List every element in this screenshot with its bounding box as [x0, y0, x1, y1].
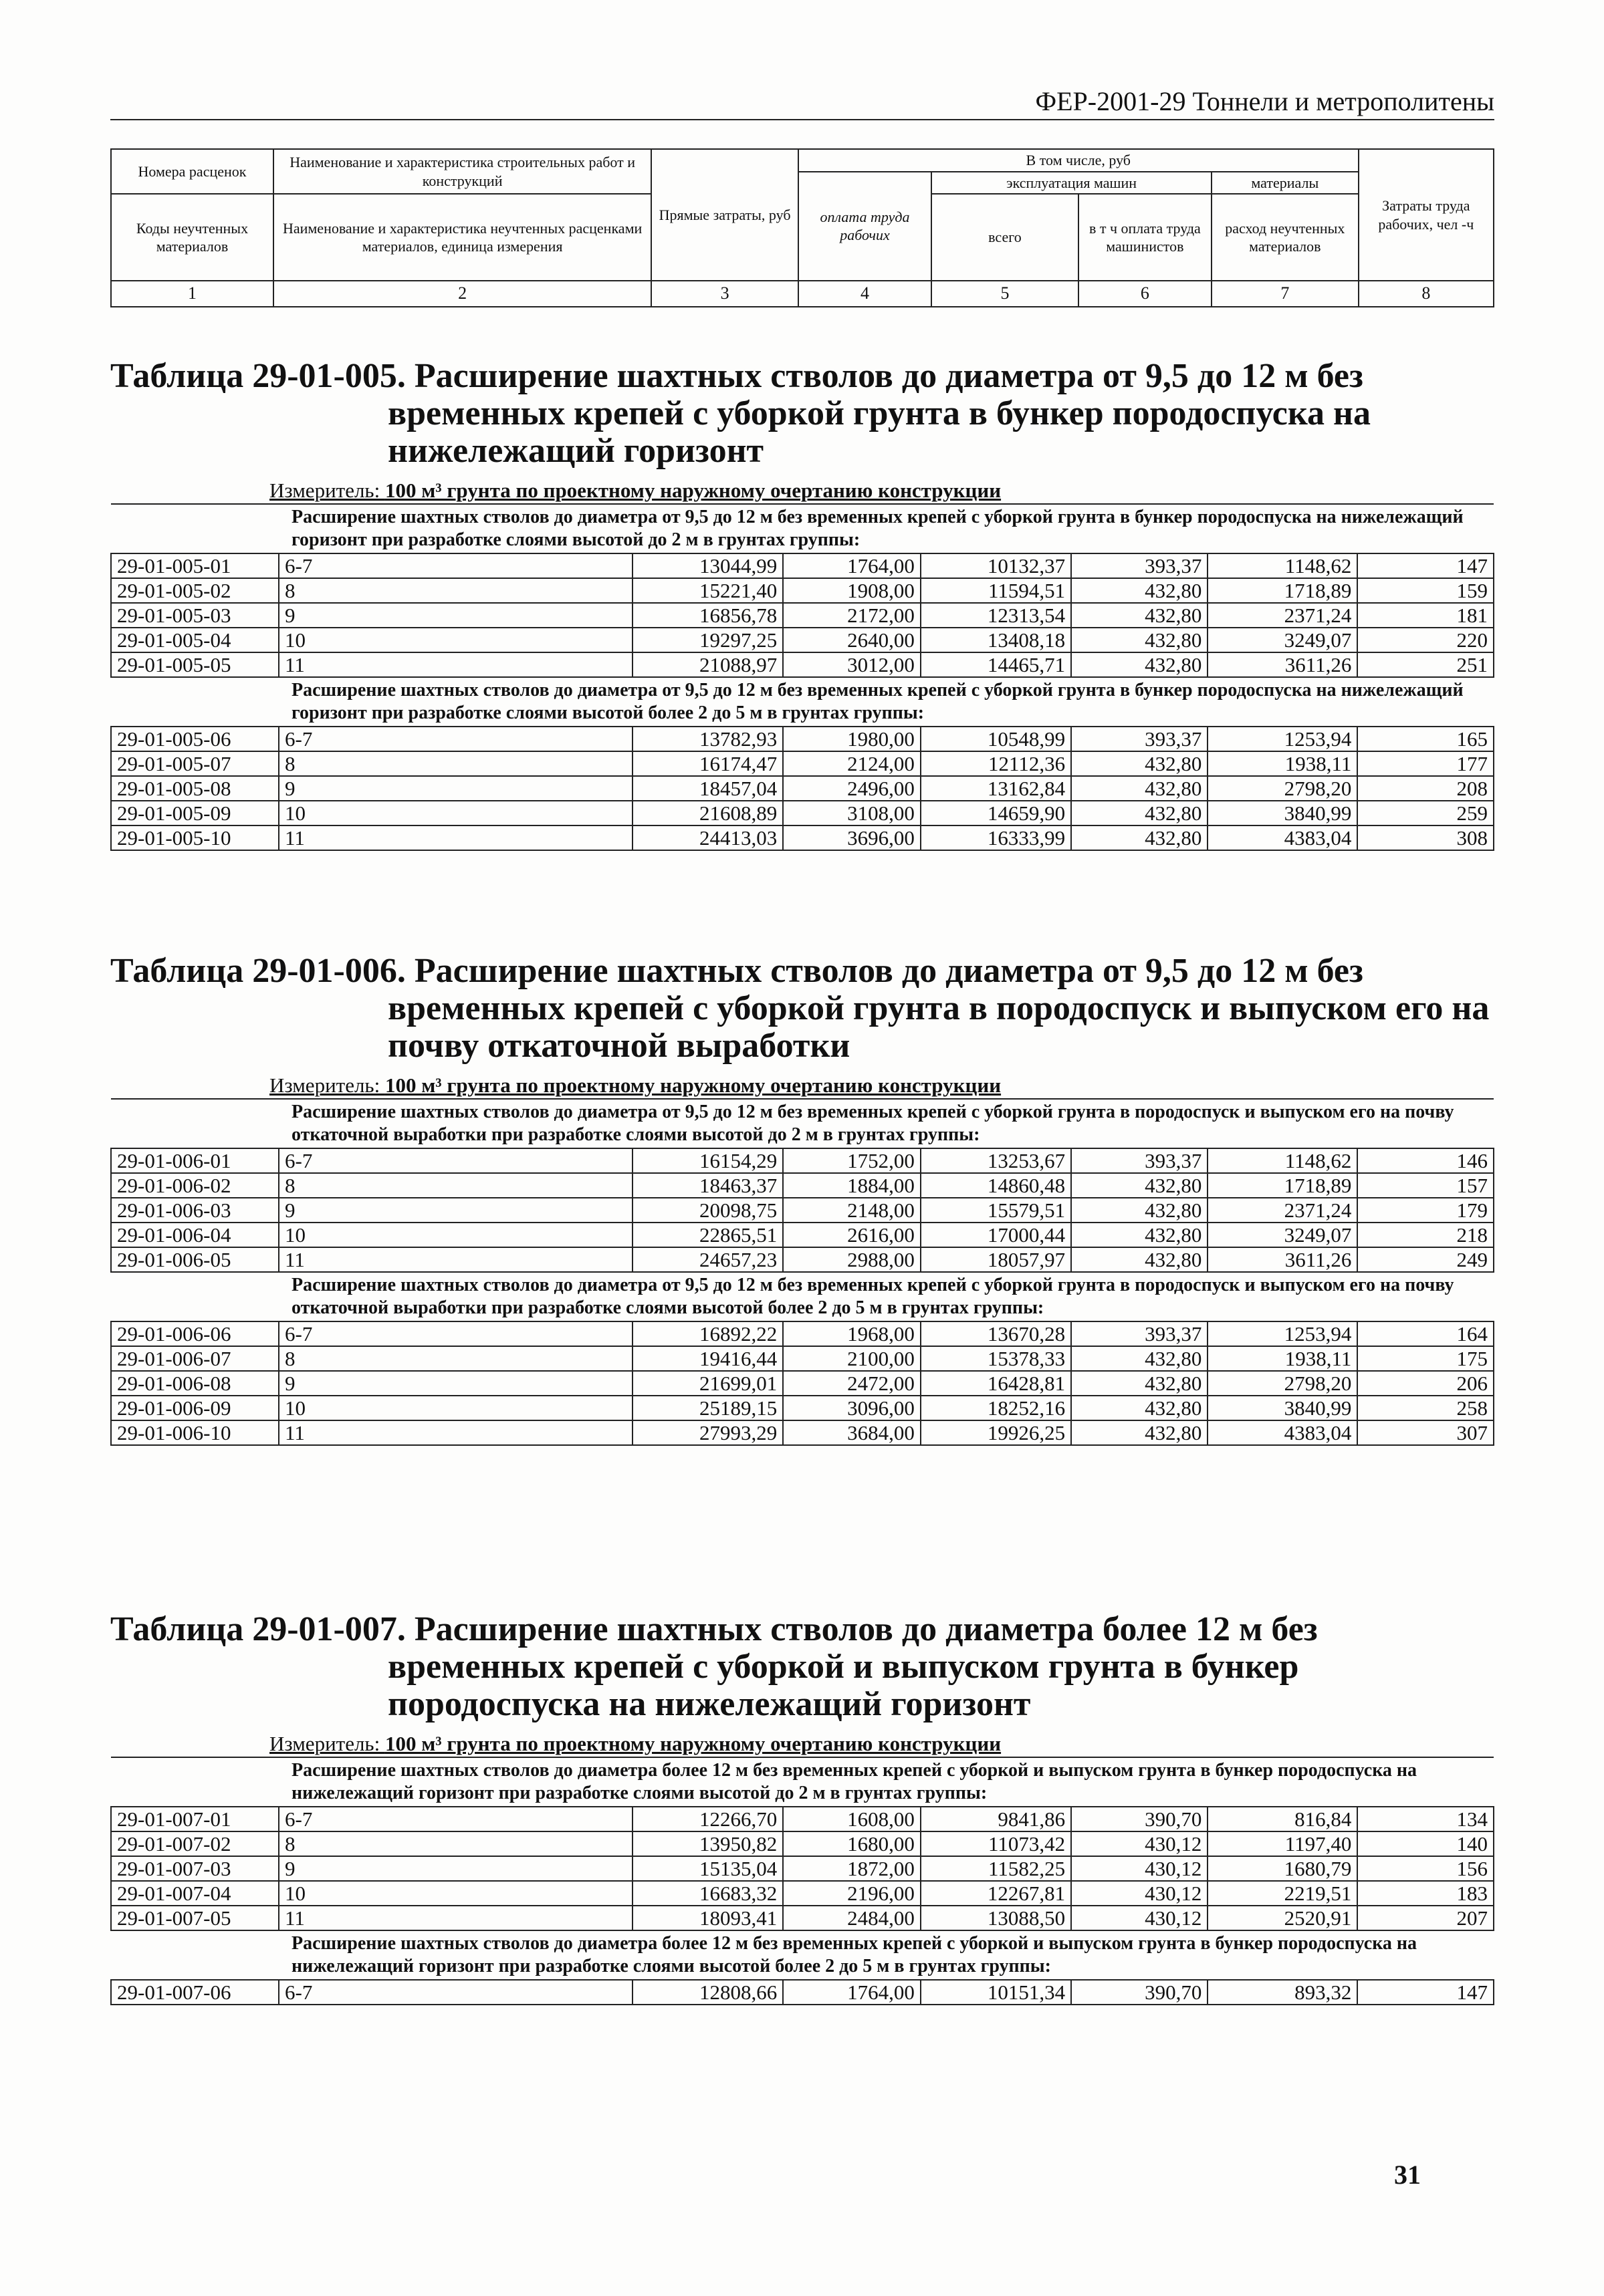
machinists-pay-cell: 430,12 [1071, 1881, 1208, 1906]
materials-cell: 2371,24 [1208, 603, 1357, 628]
group-row [111, 504, 1494, 553]
labor-pay-cell: 2100,00 [783, 1346, 921, 1371]
labor-hours-cell: 206 [1357, 1371, 1494, 1396]
machinists-pay-cell: 393,37 [1071, 553, 1208, 578]
table-row [111, 1346, 1494, 1371]
table-row [111, 578, 1494, 603]
soil-group-cell: 11 [279, 652, 633, 677]
labor-hours-cell: 258 [1357, 1396, 1494, 1420]
labor-hours-cell: 147 [1357, 1980, 1494, 2005]
machines-total-cell: 11582,25 [921, 1856, 1071, 1881]
materials-cell: 1718,89 [1208, 578, 1357, 603]
table-row [111, 825, 1494, 850]
header-total: всего [931, 194, 1078, 281]
labor-pay-cell: 3012,00 [783, 652, 921, 677]
direct-costs-cell: 21608,89 [633, 801, 783, 825]
rate-code-cell: 29-01-006-02 [111, 1173, 279, 1198]
soil-group-cell: 9 [279, 1198, 633, 1223]
group-row [111, 1930, 1494, 1980]
machines-total-cell: 11594,51 [921, 578, 1071, 603]
labor-hours-cell: 307 [1357, 1420, 1494, 1445]
labor-hours-cell: 207 [1357, 1906, 1494, 1930]
direct-costs-cell: 19297,25 [633, 628, 783, 652]
direct-costs-cell: 13782,93 [633, 727, 783, 751]
table-section-005 [110, 358, 1494, 851]
machines-total-cell: 16428,81 [921, 1371, 1071, 1396]
machines-total-cell: 18057,97 [921, 1247, 1071, 1272]
labor-pay-cell: 2172,00 [783, 603, 921, 628]
materials-cell: 1148,62 [1208, 1148, 1357, 1173]
soil-group-cell: 10 [279, 1881, 633, 1906]
column-number: 6 [1078, 281, 1212, 307]
labor-hours-cell: 259 [1357, 801, 1494, 825]
table-row [111, 1906, 1494, 1930]
table-row [111, 1321, 1494, 1346]
labor-hours-cell: 308 [1357, 825, 1494, 850]
table-row [111, 1198, 1494, 1223]
rate-code-cell: 29-01-005-02 [111, 578, 279, 603]
rate-code-cell: 29-01-006-04 [111, 1223, 279, 1247]
soil-group-cell: 10 [279, 1223, 633, 1247]
group-title: Расширение шахтных стволов до диаметра от 9,5 до 12 м без временных крепей с уборкой грунта в бункер породоспуска на нижележащий горизонт при разработке слоями высотой более 2 до 5 м в грунтах группы: [111, 677, 1494, 727]
machinists-pay-cell: 432,80 [1071, 603, 1208, 628]
labor-pay-cell: 1764,00 [783, 553, 921, 578]
labor-hours-cell: 181 [1357, 603, 1494, 628]
labor-hours-cell: 140 [1357, 1831, 1494, 1856]
rate-code-cell: 29-01-007-02 [111, 1831, 279, 1856]
soil-group-cell: 10 [279, 628, 633, 652]
table-row [111, 1247, 1494, 1272]
header-labor: Затраты труда рабочих, чел -ч [1359, 149, 1494, 281]
labor-pay-cell: 2196,00 [783, 1881, 921, 1906]
measure-line [269, 478, 1494, 503]
soil-group-cell: 6-7 [279, 1321, 633, 1346]
materials-cell: 2798,20 [1208, 776, 1357, 801]
rate-code-cell: 29-01-005-10 [111, 825, 279, 850]
soil-group-cell: 8 [279, 751, 633, 776]
labor-hours-cell: 157 [1357, 1173, 1494, 1198]
machines-total-cell: 12313,54 [921, 603, 1071, 628]
machinists-pay-cell: 432,80 [1071, 801, 1208, 825]
rate-code-cell: 29-01-005-01 [111, 553, 279, 578]
table-row [111, 727, 1494, 751]
materials-cell: 3840,99 [1208, 1396, 1357, 1420]
labor-hours-cell: 179 [1357, 1198, 1494, 1223]
direct-costs-cell: 18457,04 [633, 776, 783, 801]
labor-pay-cell: 1764,00 [783, 1980, 921, 2005]
materials-cell: 2798,20 [1208, 1371, 1357, 1396]
materials-cell: 893,32 [1208, 1980, 1357, 2005]
group-title: Расширение шахтных стволов до диаметра от 9,5 до 12 м без временных крепей с уборкой грунта в бункер породоспуска на нижележащий горизонт при разработке слоями высотой до 2 м в грунтах группы: [111, 504, 1494, 553]
group-title: Расширение шахтных стволов до диаметра более 12 м без временных крепей с уборкой и выпуском грунта в бункер породоспуска на нижележащий горизонт при разработке слоями высотой более 2 до 5 м в грунтах группы: [111, 1930, 1494, 1980]
group-title: Расширение шахтных стволов до диаметра от 9,5 до 12 м без временных крепей с уборкой грунта в породоспуск и выпуском его на почву откаточной выработки при разработке слоями высотой более 2 до 5 м в грунтах группы: [111, 1272, 1494, 1321]
rate-code-cell: 29-01-005-06 [111, 727, 279, 751]
header-name-top: Наименование и характеристика строительных работ и конструкций [273, 149, 651, 194]
table-row [111, 603, 1494, 628]
labor-hours-cell: 177 [1357, 751, 1494, 776]
rate-code-cell: 29-01-006-08 [111, 1371, 279, 1396]
table-row [111, 652, 1494, 677]
machines-total-cell: 11073,42 [921, 1831, 1071, 1856]
rate-code-cell: 29-01-006-01 [111, 1148, 279, 1173]
labor-pay-cell: 1908,00 [783, 578, 921, 603]
labor-hours-cell: 218 [1357, 1223, 1494, 1247]
measure-prefix: Измеритель: [269, 479, 385, 502]
rate-code-cell: 29-01-006-06 [111, 1321, 279, 1346]
machinists-pay-cell: 432,80 [1071, 1420, 1208, 1445]
machinists-pay-cell: 390,70 [1071, 1980, 1208, 2005]
rates-table [110, 1098, 1494, 1446]
rate-code-cell: 29-01-006-09 [111, 1396, 279, 1420]
materials-cell: 1680,79 [1208, 1856, 1357, 1881]
rate-code-cell: 29-01-005-09 [111, 801, 279, 825]
rate-code-cell: 29-01-006-07 [111, 1346, 279, 1371]
soil-group-cell: 9 [279, 603, 633, 628]
measure-line [269, 1731, 1494, 1757]
machines-total-cell: 12267,81 [921, 1881, 1071, 1906]
labor-pay-cell: 1980,00 [783, 727, 921, 751]
machines-total-cell: 10132,37 [921, 553, 1071, 578]
machinists-pay-cell: 432,80 [1071, 1371, 1208, 1396]
direct-costs-cell: 12266,70 [633, 1807, 783, 1831]
rate-code-cell: 29-01-006-10 [111, 1420, 279, 1445]
header-materials-unlisted: расход неучтенных материалов [1212, 194, 1359, 281]
soil-group-cell: 10 [279, 801, 633, 825]
materials-cell: 1253,94 [1208, 1321, 1357, 1346]
machines-total-cell: 13408,18 [921, 628, 1071, 652]
measure-prefix: Измеритель: [269, 1073, 385, 1097]
soil-group-cell: 11 [279, 825, 633, 850]
table-title: Таблица 29-01-005. Расширение шахтных стволов до диаметра от 9,5 до 12 м без временных крепей с уборкой грунта в бункер породоспуска на нижележащий горизонт [110, 357, 1371, 470]
measure-unit: 100 м³ грунта по проектному наружному очертанию конструкции [384, 479, 1002, 502]
machines-total-cell: 13253,67 [921, 1148, 1071, 1173]
labor-pay-cell: 2640,00 [783, 628, 921, 652]
rate-code-cell: 29-01-007-05 [111, 1906, 279, 1930]
measure-unit: 100 м³ грунта по проектному наружному очертанию конструкции [384, 1732, 1002, 1755]
title-rule [110, 119, 1494, 120]
table-row [111, 751, 1494, 776]
soil-group-cell: 8 [279, 1346, 633, 1371]
column-header-table [110, 148, 1494, 307]
machines-total-cell: 14860,48 [921, 1173, 1071, 1198]
direct-costs-cell: 13044,99 [633, 553, 783, 578]
machines-total-cell: 16333,99 [921, 825, 1071, 850]
table-title: Таблица 29-01-006. Расширение шахтных стволов до диаметра от 9,5 до 12 м без временных крепей с уборкой грунта в породоспуск и выпуском его на почву откаточной выработки [110, 952, 1490, 1065]
measure-line [269, 1073, 1494, 1098]
soil-group-cell: 9 [279, 776, 633, 801]
group-title: Расширение шахтных стволов до диаметра от 9,5 до 12 м без временных крепей с уборкой грунта в породоспуск и выпуском его на почву откаточной выработки при разработке слоями высотой до 2 м в грунтах группы: [111, 1099, 1494, 1148]
rate-code-cell: 29-01-007-01 [111, 1807, 279, 1831]
machinists-pay-cell: 432,80 [1071, 751, 1208, 776]
header-name-bottom: Наименование и характеристика неучтенных расценками материалов, единица измерения [273, 194, 651, 281]
labor-hours-cell: 175 [1357, 1346, 1494, 1371]
soil-group-cell: 9 [279, 1371, 633, 1396]
labor-pay-cell: 2988,00 [783, 1247, 921, 1272]
direct-costs-cell: 27993,29 [633, 1420, 783, 1445]
labor-pay-cell: 2616,00 [783, 1223, 921, 1247]
direct-costs-cell: 19416,44 [633, 1346, 783, 1371]
soil-group-cell: 6-7 [279, 727, 633, 751]
table-section-006 [110, 952, 1494, 1446]
direct-costs-cell: 20098,75 [633, 1198, 783, 1223]
machines-total-cell: 14465,71 [921, 652, 1071, 677]
measure-prefix: Измеритель: [269, 1732, 385, 1755]
table-row [111, 1831, 1494, 1856]
labor-hours-cell: 165 [1357, 727, 1494, 751]
table-row [111, 1980, 1494, 2005]
direct-costs-cell: 24657,23 [633, 1247, 783, 1272]
labor-pay-cell: 2484,00 [783, 1906, 921, 1930]
soil-group-cell: 11 [279, 1247, 633, 1272]
labor-pay-cell: 3684,00 [783, 1420, 921, 1445]
direct-costs-cell: 15221,40 [633, 578, 783, 603]
materials-cell: 3611,26 [1208, 652, 1357, 677]
machinists-pay-cell: 393,37 [1071, 1148, 1208, 1173]
labor-hours-cell: 249 [1357, 1247, 1494, 1272]
table-row [111, 1148, 1494, 1173]
rate-code-cell: 29-01-005-03 [111, 603, 279, 628]
direct-costs-cell: 22865,51 [633, 1223, 783, 1247]
machinists-pay-cell: 432,80 [1071, 1247, 1208, 1272]
machines-total-cell: 13162,84 [921, 776, 1071, 801]
group-row [111, 677, 1494, 727]
measure-unit: 100 м³ грунта по проектному наружному очертанию конструкции [384, 1073, 1002, 1097]
labor-pay-cell: 1608,00 [783, 1807, 921, 1831]
header-incl-machinists: в т ч оплата труда машинистов [1078, 194, 1212, 281]
soil-group-cell: 8 [279, 578, 633, 603]
machinists-pay-cell: 432,80 [1071, 1173, 1208, 1198]
machines-total-cell: 14659,90 [921, 801, 1071, 825]
rate-code-cell: 29-01-005-04 [111, 628, 279, 652]
column-number: 5 [931, 281, 1078, 307]
soil-group-cell: 11 [279, 1420, 633, 1445]
soil-group-cell: 8 [279, 1831, 633, 1856]
group-row [111, 1272, 1494, 1321]
table-row [111, 801, 1494, 825]
header-including: В том числе, руб [798, 149, 1359, 172]
table-row [111, 1173, 1494, 1198]
machines-total-cell: 19926,25 [921, 1420, 1071, 1445]
machines-total-cell: 10548,99 [921, 727, 1071, 751]
table-row [111, 628, 1494, 652]
materials-cell: 3840,99 [1208, 801, 1357, 825]
labor-pay-cell: 3696,00 [783, 825, 921, 850]
machinists-pay-cell: 432,80 [1071, 1396, 1208, 1420]
column-number: 1 [111, 281, 273, 307]
materials-cell: 4383,04 [1208, 825, 1357, 850]
direct-costs-cell: 16892,22 [633, 1321, 783, 1346]
labor-pay-cell: 2496,00 [783, 776, 921, 801]
labor-pay-cell: 1968,00 [783, 1321, 921, 1346]
rate-code-cell: 29-01-007-04 [111, 1881, 279, 1906]
machinists-pay-cell: 393,37 [1071, 1321, 1208, 1346]
materials-cell: 1253,94 [1208, 727, 1357, 751]
labor-pay-cell: 1752,00 [783, 1148, 921, 1173]
labor-hours-cell: 134 [1357, 1807, 1494, 1831]
group-row [111, 1099, 1494, 1148]
table-row [111, 1807, 1494, 1831]
rate-code-cell: 29-01-005-05 [111, 652, 279, 677]
page-number: 31 [1394, 2160, 1421, 2190]
column-number: 3 [651, 281, 798, 307]
materials-cell: 4383,04 [1208, 1420, 1357, 1445]
machinists-pay-cell: 430,12 [1071, 1856, 1208, 1881]
header-materials: материалы [1212, 172, 1359, 195]
direct-costs-cell: 18463,37 [633, 1173, 783, 1198]
soil-group-cell: 6-7 [279, 1807, 633, 1831]
direct-costs-cell: 12808,66 [633, 1980, 783, 2005]
header-labor-pay: оплата труда рабочих [798, 172, 931, 281]
materials-cell: 3249,07 [1208, 628, 1357, 652]
table-row [111, 1856, 1494, 1881]
rate-code-cell: 29-01-005-07 [111, 751, 279, 776]
labor-hours-cell: 183 [1357, 1881, 1494, 1906]
header-code-top: Номера расценок [111, 149, 273, 194]
labor-hours-cell: 208 [1357, 776, 1494, 801]
rate-code-cell: 29-01-007-03 [111, 1856, 279, 1881]
machinists-pay-cell: 393,37 [1071, 727, 1208, 751]
machinists-pay-cell: 430,12 [1071, 1906, 1208, 1930]
soil-group-cell: 9 [279, 1856, 633, 1881]
direct-costs-cell: 24413,03 [633, 825, 783, 850]
labor-hours-cell: 147 [1357, 553, 1494, 578]
soil-group-cell: 10 [279, 1396, 633, 1420]
machines-total-cell: 12112,36 [921, 751, 1071, 776]
machinists-pay-cell: 432,80 [1071, 1223, 1208, 1247]
labor-pay-cell: 2124,00 [783, 751, 921, 776]
labor-hours-cell: 156 [1357, 1856, 1494, 1881]
direct-costs-cell: 13950,82 [633, 1831, 783, 1856]
labor-pay-cell: 2148,00 [783, 1198, 921, 1223]
group-row [111, 1757, 1494, 1807]
soil-group-cell: 11 [279, 1906, 633, 1930]
machinists-pay-cell: 390,70 [1071, 1807, 1208, 1831]
machines-total-cell: 17000,44 [921, 1223, 1071, 1247]
materials-cell: 2371,24 [1208, 1198, 1357, 1223]
column-number: 8 [1359, 281, 1494, 307]
materials-cell: 1938,11 [1208, 751, 1357, 776]
direct-costs-cell: 21699,01 [633, 1371, 783, 1396]
soil-group-cell: 6-7 [279, 1148, 633, 1173]
soil-group-cell: 6-7 [279, 1980, 633, 2005]
materials-cell: 1718,89 [1208, 1173, 1357, 1198]
table-row [111, 553, 1494, 578]
rate-code-cell: 29-01-006-03 [111, 1198, 279, 1223]
table-row [111, 1223, 1494, 1247]
materials-cell: 816,84 [1208, 1807, 1357, 1831]
machines-total-cell: 15378,33 [921, 1346, 1071, 1371]
header-code-bottom: Коды неучтенных материалов [111, 194, 273, 281]
column-number: 7 [1212, 281, 1359, 307]
direct-costs-cell: 18093,41 [633, 1906, 783, 1930]
machines-total-cell: 10151,34 [921, 1980, 1071, 2005]
header-machines: эксплуатация машин [931, 172, 1212, 195]
direct-costs-cell: 21088,97 [633, 652, 783, 677]
labor-hours-cell: 251 [1357, 652, 1494, 677]
labor-pay-cell: 1872,00 [783, 1856, 921, 1881]
machines-total-cell: 9841,86 [921, 1807, 1071, 1831]
table-row [111, 1396, 1494, 1420]
header-direct-costs: Прямые затраты, руб [651, 149, 798, 281]
materials-cell: 1938,11 [1208, 1346, 1357, 1371]
machinists-pay-cell: 432,80 [1071, 1198, 1208, 1223]
machinists-pay-cell: 430,12 [1071, 1831, 1208, 1856]
direct-costs-cell: 25189,15 [633, 1396, 783, 1420]
group-title: Расширение шахтных стволов до диаметра более 12 м без временных крепей с уборкой и выпуском грунта в бункер породоспуска на нижележащий горизонт при разработке слоями высотой до 2 м в грунтах группы: [111, 1757, 1494, 1807]
direct-costs-cell: 16683,32 [633, 1881, 783, 1906]
table-row [111, 776, 1494, 801]
column-number: 2 [273, 281, 651, 307]
materials-cell: 1197,40 [1208, 1831, 1357, 1856]
machines-total-cell: 13670,28 [921, 1321, 1071, 1346]
soil-group-cell: 6-7 [279, 553, 633, 578]
labor-pay-cell: 1884,00 [783, 1173, 921, 1198]
labor-pay-cell: 1680,00 [783, 1831, 921, 1856]
rate-code-cell: 29-01-006-05 [111, 1247, 279, 1272]
rates-table [110, 1757, 1494, 2005]
materials-cell: 2520,91 [1208, 1906, 1357, 1930]
materials-cell: 3249,07 [1208, 1223, 1357, 1247]
table-section-007 [110, 1611, 1494, 2005]
table-row [111, 1881, 1494, 1906]
machinists-pay-cell: 432,80 [1071, 776, 1208, 801]
table-row [111, 1371, 1494, 1396]
labor-pay-cell: 3108,00 [783, 801, 921, 825]
machines-total-cell: 13088,50 [921, 1906, 1071, 1930]
table-row [111, 1420, 1494, 1445]
labor-hours-cell: 164 [1357, 1321, 1494, 1346]
direct-costs-cell: 16154,29 [633, 1148, 783, 1173]
machines-total-cell: 18252,16 [921, 1396, 1071, 1420]
machinists-pay-cell: 432,80 [1071, 825, 1208, 850]
table-title: Таблица 29-01-007. Расширение шахтных стволов до диаметра более 12 м без временных крепей с уборкой и выпуском грунта в бункер породоспуска на нижележащий горизонт [110, 1610, 1318, 1723]
document-title: ФЕР-2001-29 Тоннели и метрополитены [1035, 86, 1494, 116]
materials-cell: 3611,26 [1208, 1247, 1357, 1272]
machinists-pay-cell: 432,80 [1071, 1346, 1208, 1371]
materials-cell: 1148,62 [1208, 553, 1357, 578]
materials-cell: 2219,51 [1208, 1881, 1357, 1906]
labor-hours-cell: 146 [1357, 1148, 1494, 1173]
direct-costs-cell: 15135,04 [633, 1856, 783, 1881]
labor-hours-cell: 220 [1357, 628, 1494, 652]
direct-costs-cell: 16856,78 [633, 603, 783, 628]
labor-pay-cell: 3096,00 [783, 1396, 921, 1420]
machinists-pay-cell: 432,80 [1071, 578, 1208, 603]
machines-total-cell: 15579,51 [921, 1198, 1071, 1223]
machinists-pay-cell: 432,80 [1071, 652, 1208, 677]
labor-hours-cell: 159 [1357, 578, 1494, 603]
rates-table [110, 503, 1494, 851]
machinists-pay-cell: 432,80 [1071, 628, 1208, 652]
labor-pay-cell: 2472,00 [783, 1371, 921, 1396]
rate-code-cell: 29-01-005-08 [111, 776, 279, 801]
column-number: 4 [798, 281, 931, 307]
rate-code-cell: 29-01-007-06 [111, 1980, 279, 2005]
direct-costs-cell: 16174,47 [633, 751, 783, 776]
soil-group-cell: 8 [279, 1173, 633, 1198]
